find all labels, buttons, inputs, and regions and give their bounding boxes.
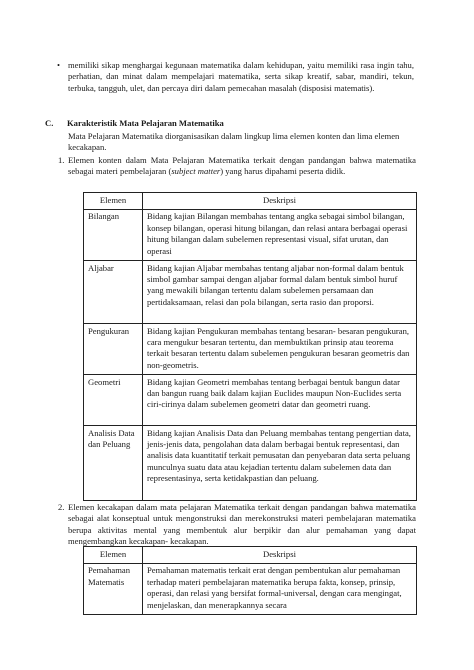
cell-deskripsi: Bidang kajian Bilangan membahas tentang angka sebagai simbol bilangan, konsep bilangan, operasi hitung bilangan, dan relasi antara berbagai operasi hitung bilangan dalam subelemen representasi visual, sifat urutan, dan operasi [143,209,417,260]
cell-deskripsi: Pemahaman matematis terkait erat dengan pembentukan alur pemahaman terhadap materi pembelajaran matematika berupa fakta, konsep, prinsip, operasi, dan relasi yang bersifat formal-universal, dengan cara mengingat, menjelaskan, dan menerapkannya secara [143,563,417,614]
section-title: Karakteristik Mata Pelajaran Matematika [67,118,224,128]
table-kecakapan [83,546,417,615]
header-elemen: Elemen [84,547,143,564]
header-elemen: Elemen [84,193,143,210]
section-heading [45,118,415,129]
section-intro: Mata Pelajaran Matematika diorganisasikan dalam lingkup lima elemen konten dan lima elemen kecakapan. [68,131,400,153]
cell-elemen: Pengukuran [84,324,143,375]
table-row [84,375,417,426]
cell-elemen: Aljabar [84,261,143,324]
table-row [84,209,417,260]
header-deskripsi: Deskripsi [143,193,417,210]
table-konten [83,192,417,501]
cell-elemen: Analisis Data dan Peluang [84,426,143,501]
table-row [84,563,417,614]
table-row [84,426,417,501]
table-row [84,261,417,324]
header-deskripsi: Deskripsi [143,547,417,564]
cell-deskripsi: Bidang kajian Analisis Data dan Peluang membahas tentang pengertian data, jenis-jenis data, pengolahan data dalam berbagai bentuk representasi, dan analisis data kuantitatif terkait pemusatan dan penyebaran data serta peluang munculnya suatu data atau kejadian tertentu dalam subelemen data dan representasinya, serta ketidakpastian dan peluang. [143,426,417,501]
bullet-text: memiliki sikap menghargai kegunaan matematika dalam kehidupan, yaitu memiliki rasa ingin tahu, perhatian, dan minat dalam mempelajari matematika, serta sikap kreatif, sabar, mandiri, tekun, terbuka, tangguh, ulet, dan percaya diri dalam pemecahan masalah (disposisi matematis). [68,60,414,93]
cell-elemen: Geometri [84,375,143,426]
list-item-2 [58,502,416,548]
list-item-1 [58,155,416,178]
bullet-paragraph [57,60,414,94]
cell-deskripsi: Bidang kajian Aljabar membahas tentang aljabar non-formal dalam bentuk simbol gambar sampai dengan aljabar formal dalam bentuk simbol huruf yang mewakili bilangan tertentu dalam subelemen persamaan dan pertidaksamaan, relasi dan pola bilangan, serta rasio dan proporsi. [143,261,417,324]
list-item-text: Elemen kecakapan dalam mata pelajaran Matematika terkait dengan pandangan bahwa matematika sebagai alat konseptual untuk mengonstruksi dan merekonstruksi materi pembelajaran matematika berupa aktivitas mental yang membentuk alur berpikir dan alur pemahaman yang dapat mengembangkan kecakapan- kecakapan. [68,502,416,547]
table-header-row [84,193,417,210]
cell-deskripsi: Bidang kajian Pengukuran membahas tentang besaran- besaran pengukuran, cara mengukur besaran tertentu, dan membuktikan prinsip atau teorema terkait besaran tertentu dalam subelemen pengukuran besaran geometris dan non-geometris. [143,324,417,375]
bullet-icon: • [57,60,61,70]
section-label: C. [45,118,54,128]
table-header-row [84,547,417,564]
list-number: 2. [58,502,65,512]
cell-elemen: Bilangan [84,209,143,260]
cell-deskripsi: Bidang kajian Geometri membahas tentang berbagai bentuk bangun datar dan bangun ruang baik dalam kajian Euclides maupun Non-Euclides serta ciri-cirinya dalam subelemen geometri datar dan geometri ruang. [143,375,417,426]
list-number: 1. [58,155,65,165]
list-item-text: Elemen konten dalam Mata Pelajaran Matematika terkait dengan pandangan bahwa matematika sebagai materi pembelajaran (subject matter) yang harus dipahami peserta didik. [68,155,416,177]
table-row [84,324,417,375]
cell-elemen: Pemahaman Matematis [84,563,143,614]
